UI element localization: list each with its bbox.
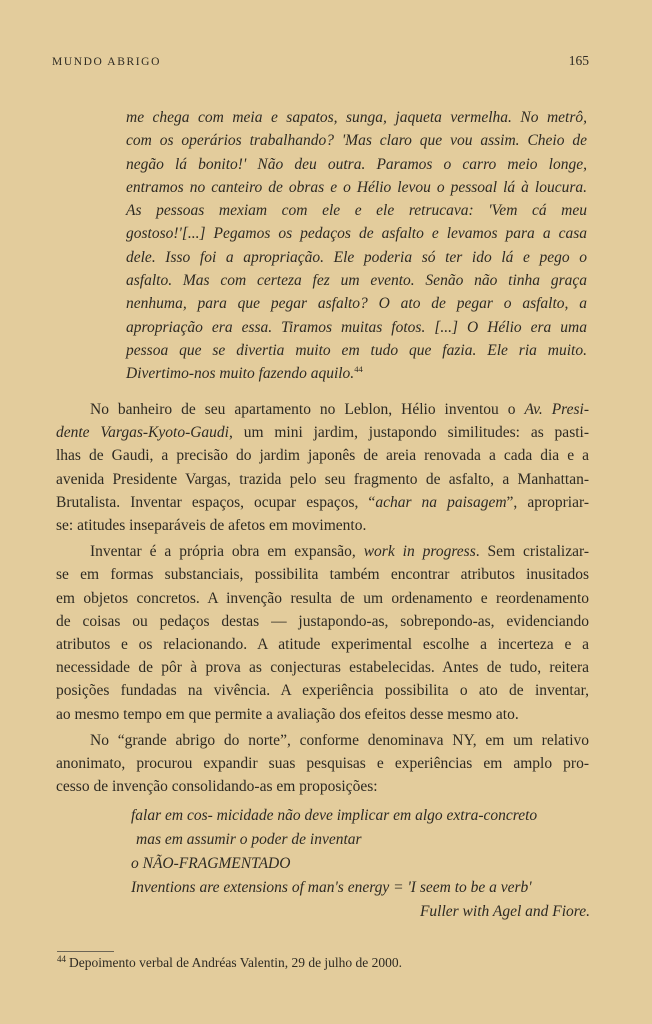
footnote (57, 955, 402, 971)
italic-run: achar na paisagem (375, 493, 507, 511)
quote-line: As pessoas mexiam com ele e ele retrucava: 'Vem cá meu (126, 202, 587, 220)
text-run: Inventar é a própria obra em expansão, (90, 543, 364, 561)
quote-line: apropriação era essa. Tiramos muitas fotos. [...] O Hélio era uma (126, 318, 587, 336)
paragraph-2 (56, 540, 589, 726)
quote-line: dele. Isso foi a apropriação. Ele poderia só ter ido lá e pego o (126, 248, 587, 266)
text-run: . Sem cristalizar- (475, 543, 589, 561)
quote-line: pessoa que se divertia muito em tudo que fazia. Ele ria muito. (126, 341, 587, 359)
quote-line: nenhuma, para que pegar asfalto? O ato de pegar o asfalto, a (126, 295, 587, 313)
poem-line: mas em assumir o poder de inventar (136, 831, 362, 848)
paragraph-line: necessidade de pôr à prova as conjecturas estabelecidas. Antes de tudo, reitera (56, 659, 589, 677)
footnote-reference[interactable]: 44 (354, 364, 363, 375)
italic-run: dente Vargas-Kyoto-Gaudi (56, 424, 229, 442)
quote-line-text: Divertimo-nos muito fazendo aquilo. (126, 365, 355, 383)
running-head: MUNDO ABRIGO (52, 56, 161, 68)
paragraph-line (56, 421, 589, 444)
page-number: 165 (568, 53, 589, 68)
paragraph-line (56, 398, 589, 421)
paragraph-line: lhas de Gaudi, a precisão do jardim japonês de areia renovada a cada dia e a (56, 447, 589, 465)
paragraph-line: se em formas substanciais, possibilita também encontrar atributos inusitados (56, 566, 589, 584)
quote-line-last (126, 362, 587, 385)
quote-line: negão lá bonito!' Não deu outra. Paramos o carro meio longe, (126, 155, 587, 173)
paragraph-line (56, 540, 589, 563)
paragraph-line (56, 491, 589, 514)
paragraph-line: posições fundadas na vivência. A experiência possibilita o ato de inventar, (56, 682, 589, 700)
paragraph-line: avenida Presidente Vargas, trazida pelo seu fragmento de asfalto, a Manhattan- (56, 470, 589, 488)
footnote-divider (57, 951, 114, 952)
poem-attribution: Fuller with Agel and Fiore. (419, 903, 590, 920)
body-text (56, 398, 589, 801)
text-run: Brutalista. Inventar espaços, ocupar espaços, “ (56, 493, 376, 511)
text-run: No banheiro de seu apartamento no Leblon, Hélio inventou o (90, 401, 525, 418)
italic-run: work in progress (363, 543, 476, 561)
footnote-number: 44 (57, 953, 66, 964)
text-run: , um mini jardim, justapondo similitudes: as pasti- (229, 424, 589, 442)
quote-line: gostoso!'[...] Pegamos os pedaços de asfalto e levamos para a casa (126, 225, 587, 243)
paragraph-line: de coisas ou pedaços destas — justapondo-as, sobrepondo-as, evidenciando (56, 612, 589, 630)
quote-line: com os operários trabalhando? 'Mas claro que vou assim. Cheio de (126, 132, 587, 150)
poem-line: o NÃO-FRAGMENTADO (131, 855, 291, 872)
quote-line: entramos no canteiro de obras e o Hélio levou o pessoal lá à loucura. (126, 178, 587, 196)
paragraph-line: atributos e os relacionando. A atitude experimental escolhe a incerteza e a (56, 636, 589, 654)
paragraph-line: No “grande abrigo do norte”, conforme denominava NY, em um relativo (90, 731, 589, 749)
text-run: ”, apropriar- (506, 493, 589, 511)
quote-line: me chega com meia e sapatos, sunga, jaqueta vermelha. No metrô, (126, 109, 587, 126)
poem-line: falar em cos- micidade não deve implicar em algo extra-concreto (131, 807, 538, 824)
poem-line: Inventions are extensions of man's energy = 'I seem to be a verb' (131, 879, 532, 896)
paragraph-1 (56, 398, 589, 537)
italic-run: Av. Presi- (524, 401, 589, 418)
block-quote (126, 106, 587, 386)
paragraph-line: anonimato, procurou expandir suas pesquisas e experiências em amplo pro- (56, 755, 589, 773)
paragraph-line: ao mesmo tempo em que permite a avaliação dos efeitos desse mesmo ato. (56, 705, 519, 723)
paragraph-line: em objetos concretos. A invenção resulta de um ordenamento e reordenamento (56, 589, 589, 607)
paragraph-3 (56, 729, 589, 799)
poem-quote (131, 804, 591, 924)
paragraph-line: cesso de invenção consolidando-as em proposições: (56, 778, 378, 796)
quote-line: asfalto. Mas com certeza fez um evento. Senão não tinha graça (126, 272, 587, 290)
page-header (52, 53, 589, 69)
footnote-text: Depoimento verbal de Andréas Valentin, 29 de julho de 2000. (69, 955, 403, 970)
paragraph-line: se: atitudes inseparáveis de afetos em movimento. (56, 517, 367, 535)
